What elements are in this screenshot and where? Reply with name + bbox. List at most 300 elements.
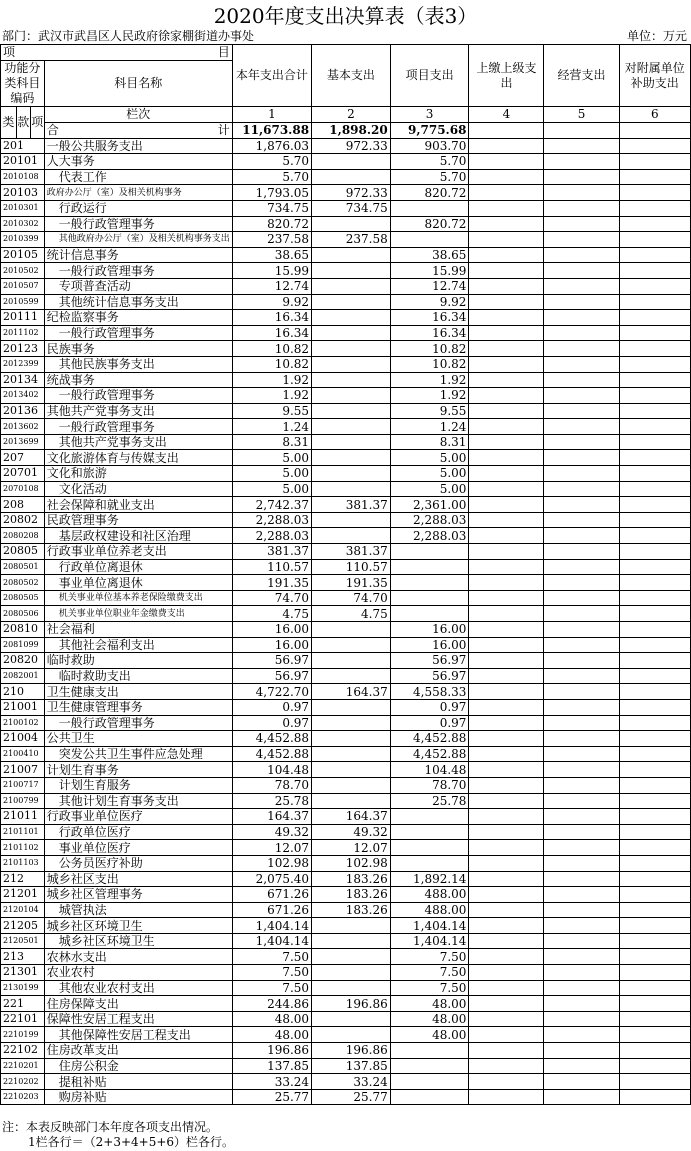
row-code: 2100102 [1, 715, 45, 731]
row-value-2: 196.86 [312, 1043, 391, 1059]
col-head-2: 基本支出 [312, 45, 391, 107]
row-code: 213 [1, 949, 45, 965]
row-value-1: 12.07 [232, 840, 311, 856]
row-value-3: 15.99 [390, 263, 469, 279]
row-value-3: 16.34 [390, 310, 469, 326]
row-value-5 [544, 325, 619, 341]
row-value-1: 38.65 [232, 247, 311, 263]
row-code: 20802 [1, 512, 45, 528]
row-value-1: 16.00 [232, 637, 311, 653]
row-value-4 [469, 185, 544, 201]
row-value-1: 1.92 [232, 372, 311, 388]
row-code: 20105 [1, 247, 45, 263]
row-value-6 [619, 544, 690, 560]
table-row [1, 731, 691, 747]
table-row [1, 762, 691, 778]
row-value-2 [312, 746, 391, 762]
row-value-3: 4,452.88 [390, 731, 469, 747]
row-name: 城乡社区管理事务 [44, 887, 232, 903]
row-name: 文化和旅游 [44, 466, 232, 482]
row-name: 一般行政管理事务 [44, 263, 232, 279]
row-value-1: 1.24 [232, 419, 311, 435]
row-value-5 [544, 590, 619, 606]
row-value-2: 33.24 [312, 1074, 391, 1090]
col-num-1: 1 [232, 107, 311, 123]
row-value-3: 1.92 [390, 388, 469, 404]
row-value-6 [619, 622, 690, 638]
row-value-3: 903.70 [390, 138, 469, 154]
row-value-2 [312, 294, 391, 310]
row-name: 一般行政管理事务 [44, 715, 232, 731]
row-name: 机关事业单位基本养老保险缴费支出 [44, 590, 232, 606]
row-value-4 [469, 216, 544, 232]
row-value-2 [312, 1011, 391, 1027]
row-value-5 [544, 746, 619, 762]
table-row [1, 388, 691, 404]
row-value-6 [619, 684, 690, 700]
row-value-6 [619, 294, 690, 310]
row-value-6 [619, 419, 690, 435]
row-value-1: 5.00 [232, 466, 311, 482]
row-value-4 [469, 450, 544, 466]
row-value-3: 48.00 [390, 996, 469, 1012]
row-value-4 [469, 871, 544, 887]
row-value-3: 8.31 [390, 434, 469, 450]
row-code: 2010302 [1, 216, 45, 232]
row-value-4 [469, 1089, 544, 1105]
row-value-2 [312, 247, 391, 263]
row-name: 卫生健康支出 [44, 684, 232, 700]
row-value-4 [469, 965, 544, 981]
row-value-1: 671.26 [232, 902, 311, 918]
table-row [1, 559, 691, 575]
row-value-5 [544, 996, 619, 1012]
row-code: 20701 [1, 466, 45, 482]
row-value-4 [469, 996, 544, 1012]
row-value-5 [544, 372, 619, 388]
row-value-2: 381.37 [312, 544, 391, 560]
row-value-2 [312, 419, 391, 435]
row-value-2 [312, 434, 391, 450]
row-value-1: 25.78 [232, 793, 311, 809]
row-value-2 [312, 1027, 391, 1043]
row-value-4 [469, 544, 544, 560]
row-value-1: 237.58 [232, 232, 311, 248]
lei-header: 类 [1, 107, 17, 139]
row-value-5 [544, 699, 619, 715]
row-value-4 [469, 294, 544, 310]
row-code: 221 [1, 996, 45, 1012]
row-code: 2120104 [1, 902, 45, 918]
row-value-2 [312, 325, 391, 341]
row-value-2 [312, 263, 391, 279]
row-value-2: 49.32 [312, 824, 391, 840]
row-value-4 [469, 731, 544, 747]
row-code: 2100799 [1, 793, 45, 809]
expenditure-table [0, 44, 691, 1105]
row-value-3 [390, 1089, 469, 1105]
row-value-6 [619, 138, 690, 154]
table-row [1, 263, 691, 279]
table-row [1, 169, 691, 185]
row-value-5 [544, 1058, 619, 1074]
row-value-3 [390, 1058, 469, 1074]
row-value-2: 164.37 [312, 684, 391, 700]
row-code: 2011102 [1, 325, 45, 341]
row-value-5 [544, 481, 619, 497]
row-value-1: 1,876.03 [232, 138, 311, 154]
row-value-1: 5.70 [232, 169, 311, 185]
table-row [1, 356, 691, 372]
table-row [1, 294, 691, 310]
row-value-6 [619, 1074, 690, 1090]
row-value-5 [544, 575, 619, 591]
row-value-2: 734.75 [312, 200, 391, 216]
row-value-2: 237.58 [312, 232, 391, 248]
row-name: 公务员医疗补助 [44, 855, 232, 871]
row-value-2 [312, 528, 391, 544]
row-value-6 [619, 247, 690, 263]
row-value-5 [544, 1011, 619, 1027]
row-value-5 [544, 497, 619, 513]
col-num-6: 6 [619, 107, 690, 123]
table-row [1, 1011, 691, 1027]
row-value-5 [544, 356, 619, 372]
row-value-6 [619, 403, 690, 419]
table-row [1, 185, 691, 201]
table-row [1, 466, 691, 482]
row-value-1: 1,404.14 [232, 918, 311, 934]
row-value-5 [544, 341, 619, 357]
row-name: 纪检监察事务 [44, 310, 232, 326]
row-value-4 [469, 777, 544, 793]
row-value-2: 183.26 [312, 902, 391, 918]
table-row [1, 154, 691, 170]
row-name: 住房改革支出 [44, 1043, 232, 1059]
row-value-4 [469, 668, 544, 684]
row-value-4 [469, 653, 544, 669]
row-value-4 [469, 138, 544, 154]
row-value-6 [619, 949, 690, 965]
row-value-1: 671.26 [232, 887, 311, 903]
table-row [1, 653, 691, 669]
table-row [1, 793, 691, 809]
row-value-5 [544, 216, 619, 232]
item-left: 项 [3, 45, 16, 59]
table-row [1, 481, 691, 497]
row-value-4 [469, 840, 544, 856]
row-name: 行政单位离退休 [44, 559, 232, 575]
row-code: 21011 [1, 809, 45, 825]
row-value-2 [312, 731, 391, 747]
row-value-5 [544, 450, 619, 466]
row-code: 201 [1, 138, 45, 154]
row-value-4 [469, 1043, 544, 1059]
table-row [1, 419, 691, 435]
row-value-3: 56.97 [390, 668, 469, 684]
col-head-4: 上缴上级支出 [469, 45, 544, 107]
row-value-6 [619, 918, 690, 934]
row-name: 计划生育事务 [44, 762, 232, 778]
row-name: 住房保障支出 [44, 996, 232, 1012]
row-value-1: 8.31 [232, 434, 311, 450]
row-value-2: 110.57 [312, 559, 391, 575]
row-value-6 [619, 653, 690, 669]
row-code: 20805 [1, 544, 45, 560]
row-value-4 [469, 1011, 544, 1027]
row-name: 一般行政管理事务 [44, 216, 232, 232]
row-value-6 [619, 840, 690, 856]
row-value-4 [469, 1027, 544, 1043]
row-value-6 [619, 216, 690, 232]
row-value-4 [469, 949, 544, 965]
row-value-6 [619, 575, 690, 591]
row-code: 2010507 [1, 278, 45, 294]
row-name: 突发公共卫生事件应急处理 [44, 746, 232, 762]
row-name: 行政事业单位医疗 [44, 809, 232, 825]
row-value-3 [390, 575, 469, 591]
row-value-1: 16.34 [232, 310, 311, 326]
row-code: 208 [1, 497, 45, 513]
row-code: 2013699 [1, 434, 45, 450]
row-value-3: 12.74 [390, 278, 469, 294]
row-value-1: 9.55 [232, 403, 311, 419]
row-value-1: 5.00 [232, 450, 311, 466]
row-value-2 [312, 169, 391, 185]
row-value-6 [619, 356, 690, 372]
row-value-1: 1.92 [232, 388, 311, 404]
row-value-6 [619, 325, 690, 341]
row-value-6 [619, 902, 690, 918]
row-value-1: 10.82 [232, 356, 311, 372]
row-value-3: 5.70 [390, 154, 469, 170]
row-value-2 [312, 622, 391, 638]
row-name: 一般行政管理事务 [44, 325, 232, 341]
total-value-3: 9,775.68 [390, 123, 469, 139]
row-value-5 [544, 762, 619, 778]
table-row [1, 497, 691, 513]
table-row [1, 1089, 691, 1105]
row-value-5 [544, 887, 619, 903]
row-value-6 [619, 341, 690, 357]
row-value-1: 15.99 [232, 263, 311, 279]
col-head-3: 项目支出 [390, 45, 469, 107]
row-value-1: 10.82 [232, 341, 311, 357]
row-code: 2080501 [1, 559, 45, 575]
row-value-1: 2,288.03 [232, 512, 311, 528]
row-code: 20136 [1, 403, 45, 419]
row-value-4 [469, 590, 544, 606]
table-row [1, 949, 691, 965]
row-value-3 [390, 1043, 469, 1059]
row-value-4 [469, 699, 544, 715]
unit-label: 单位：万元 [626, 29, 687, 43]
row-value-5 [544, 278, 619, 294]
row-name: 其他社会福利支出 [44, 637, 232, 653]
row-value-5 [544, 419, 619, 435]
table-row [1, 965, 691, 981]
row-value-3: 25.78 [390, 793, 469, 809]
row-value-3: 4,452.88 [390, 746, 469, 762]
row-label-header: 栏次 [44, 107, 232, 123]
row-code: 2010301 [1, 200, 45, 216]
row-value-3 [390, 232, 469, 248]
row-value-1: 2,075.40 [232, 871, 311, 887]
row-value-3: 16.34 [390, 325, 469, 341]
row-code: 2080506 [1, 606, 45, 622]
row-value-5 [544, 169, 619, 185]
row-name: 住房公积金 [44, 1058, 232, 1074]
row-value-2: 972.33 [312, 185, 391, 201]
row-value-2: 4.75 [312, 606, 391, 622]
note-line-1: 注：本表反映部门本年度各项支出情况。 [2, 1120, 219, 1134]
table-row [1, 232, 691, 248]
row-value-5 [544, 715, 619, 731]
row-value-2 [312, 715, 391, 731]
col-num-2: 2 [312, 107, 391, 123]
row-value-4 [469, 1058, 544, 1074]
row-value-4 [469, 512, 544, 528]
row-value-2 [312, 933, 391, 949]
row-name: 城乡社区支出 [44, 871, 232, 887]
row-code: 2070108 [1, 481, 45, 497]
row-code: 20101 [1, 154, 45, 170]
header-row-colnum [1, 107, 691, 123]
row-value-6 [619, 715, 690, 731]
row-value-2 [312, 310, 391, 326]
row-value-2: 164.37 [312, 809, 391, 825]
row-value-5 [544, 294, 619, 310]
row-value-1: 244.86 [232, 996, 311, 1012]
row-name: 一般行政管理事务 [44, 419, 232, 435]
row-value-3: 488.00 [390, 887, 469, 903]
row-value-6 [619, 278, 690, 294]
row-name: 城管执法 [44, 902, 232, 918]
row-value-1: 33.24 [232, 1074, 311, 1090]
row-value-1: 734.75 [232, 200, 311, 216]
row-code: 21201 [1, 887, 45, 903]
row-name: 临时救助 [44, 653, 232, 669]
row-value-5 [544, 965, 619, 981]
row-name: 政府办公厅（室）及相关机构事务 [44, 185, 232, 201]
row-value-5 [544, 1074, 619, 1090]
table-row [1, 341, 691, 357]
row-value-3: 1,892.14 [390, 871, 469, 887]
row-value-1: 4,722.70 [232, 684, 311, 700]
row-value-6 [619, 497, 690, 513]
row-code: 207 [1, 450, 45, 466]
row-value-1: 49.32 [232, 824, 311, 840]
row-name: 其他政府办公厅（室）及相关机构事务支出 [44, 232, 232, 248]
row-value-3: 488.00 [390, 902, 469, 918]
table-row [1, 590, 691, 606]
header-row-item [1, 45, 691, 61]
row-name: 农业农村 [44, 965, 232, 981]
table-row [1, 871, 691, 887]
row-name: 农林水支出 [44, 949, 232, 965]
row-value-2 [312, 512, 391, 528]
row-value-2 [312, 372, 391, 388]
row-value-1: 0.97 [232, 699, 311, 715]
row-value-2 [312, 403, 391, 419]
row-value-1: 4,452.88 [232, 731, 311, 747]
row-value-6 [619, 1043, 690, 1059]
total-label [44, 123, 232, 139]
row-value-6 [619, 232, 690, 248]
row-value-5 [544, 622, 619, 638]
row-value-6 [619, 200, 690, 216]
row-value-4 [469, 419, 544, 435]
row-value-2 [312, 637, 391, 653]
row-code: 2100717 [1, 777, 45, 793]
row-code: 212 [1, 871, 45, 887]
row-value-4 [469, 466, 544, 482]
row-code: 2010502 [1, 263, 45, 279]
row-value-4 [469, 762, 544, 778]
row-name: 机关事业单位职业年金缴费支出 [44, 606, 232, 622]
col-head-5: 经营支出 [544, 45, 619, 107]
row-value-1: 7.50 [232, 949, 311, 965]
row-value-6 [619, 169, 690, 185]
row-value-2: 12.07 [312, 840, 391, 856]
row-value-5 [544, 154, 619, 170]
row-value-3: 4,558.33 [390, 684, 469, 700]
row-code: 2080502 [1, 575, 45, 591]
row-code: 2210199 [1, 1027, 45, 1043]
row-code: 21301 [1, 965, 45, 981]
row-name: 文化旅游体育与传媒支出 [44, 450, 232, 466]
row-value-3: 10.82 [390, 356, 469, 372]
row-value-5 [544, 232, 619, 248]
note-line-2: 1栏各行＝（2+3+4+5+6）栏各行。 [28, 1135, 235, 1149]
row-value-1: 1,404.14 [232, 933, 311, 949]
table-row [1, 372, 691, 388]
row-value-3: 1.24 [390, 419, 469, 435]
total-value-1: 11,673.88 [232, 123, 311, 139]
row-value-5 [544, 855, 619, 871]
row-value-2 [312, 949, 391, 965]
row-value-1: 104.48 [232, 762, 311, 778]
row-value-4 [469, 559, 544, 575]
row-value-6 [619, 1011, 690, 1027]
row-value-4 [469, 497, 544, 513]
row-value-4 [469, 809, 544, 825]
table-row [1, 746, 691, 762]
row-name: 城乡社区环境卫生 [44, 933, 232, 949]
table-row [1, 450, 691, 466]
row-value-6 [619, 1027, 690, 1043]
row-code: 20820 [1, 653, 45, 669]
row-value-4 [469, 434, 544, 450]
table-row [1, 1058, 691, 1074]
row-value-3: 0.97 [390, 715, 469, 731]
row-name: 民族事务 [44, 341, 232, 357]
row-value-5 [544, 263, 619, 279]
row-value-1: 25.77 [232, 1089, 311, 1105]
row-value-3: 48.00 [390, 1011, 469, 1027]
row-code: 2010399 [1, 232, 45, 248]
row-value-5 [544, 731, 619, 747]
row-name: 公共卫生 [44, 731, 232, 747]
row-code: 20123 [1, 341, 45, 357]
table-row [1, 278, 691, 294]
row-value-5 [544, 185, 619, 201]
row-value-4 [469, 247, 544, 263]
table-row [1, 1043, 691, 1059]
row-name: 文化活动 [44, 481, 232, 497]
row-value-6 [619, 372, 690, 388]
table-row [1, 138, 691, 154]
